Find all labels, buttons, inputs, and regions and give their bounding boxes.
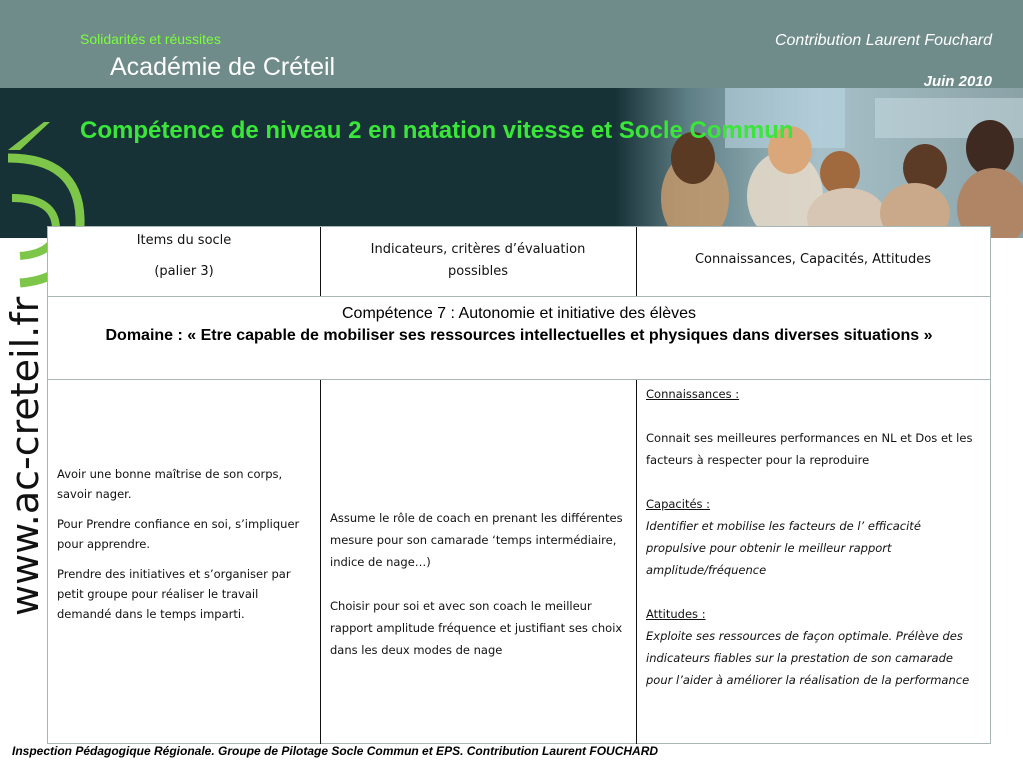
logo-url-text: www.ac-creteil.fr bbox=[3, 296, 47, 616]
list-item: Choisir pour soi et avec son coach le meilleur rapport amplitude fréquence et justifiant ses choix dans les deux modes de nage bbox=[330, 599, 623, 657]
table-divider bbox=[320, 227, 321, 296]
competence-title: Compétence 7 : Autonomie et initiative des élèves bbox=[342, 305, 696, 322]
capacites-label: Capacités : bbox=[646, 497, 711, 511]
attitudes-text: Exploite ses ressources de façon optimale. Prélève des indicateurs fiables sur la prestation de son camarade pour l’aider à améliorer la réalisation de la performance bbox=[646, 629, 970, 687]
col1-items bbox=[57, 464, 313, 634]
list-item: Avoir une bonne maîtrise de son corps, savoir nager. bbox=[57, 467, 283, 501]
header-items-socle: Items du socle (palier 3) bbox=[136, 233, 232, 279]
header-connaissances: Connaissances, Capacités, Attitudes bbox=[694, 252, 931, 267]
list-item: Assume le rôle de coach en prenant les différentes mesure pour son camarade ‘temps intermédiaire, indice de nage…) bbox=[330, 511, 623, 569]
page-title: Compétence de niveau 2 en natation vitesse et Socle Commun bbox=[80, 117, 794, 144]
list-item: Prendre des initiatives et s’organiser par petit groupe pour réaliser le travail demandé dans le temps imparti. bbox=[57, 567, 291, 621]
footer-text: Inspection Pédagogique Régionale. Groupe de Pilotage Socle Commun et EPS. Contribution Laurent FOUCHARD bbox=[12, 744, 659, 758]
competence-domain: Domaine : « Etre capable de mobiliser ses ressources intellectuelles et physiques dans diverses situations » bbox=[105, 327, 933, 344]
competence-heading bbox=[47, 303, 991, 347]
table-divider bbox=[636, 380, 637, 744]
header-photo bbox=[615, 88, 1023, 238]
connaissances-label: Connaissances : bbox=[646, 387, 740, 401]
slogan: Solidarités et réussites bbox=[80, 31, 221, 47]
table-divider bbox=[320, 380, 321, 744]
connaissances-text: Connait ses meilleures performances en NL et Dos et les facteurs à respecter pour la reproduire bbox=[646, 431, 973, 467]
date: Juin 2010 bbox=[923, 73, 992, 90]
table-divider bbox=[48, 296, 990, 297]
capacites-text: Identifier et mobilise les facteurs de l’ efficacité propulsive pour obtenir le meilleur rapport amplitude/fréquence bbox=[646, 519, 921, 577]
contribution-author: Contribution Laurent Fouchard bbox=[774, 32, 992, 49]
col2-items bbox=[330, 507, 628, 661]
col3-content bbox=[646, 383, 980, 691]
attitudes-label: Attitudes : bbox=[646, 607, 706, 621]
header-indicateurs: Indicateurs, critères d’évaluation possibles bbox=[370, 242, 586, 279]
academie-name: Académie de Créteil bbox=[110, 53, 336, 81]
list-item: Pour Prendre confiance en soi, s’impliquer pour apprendre. bbox=[57, 517, 300, 551]
table-divider bbox=[48, 379, 990, 380]
